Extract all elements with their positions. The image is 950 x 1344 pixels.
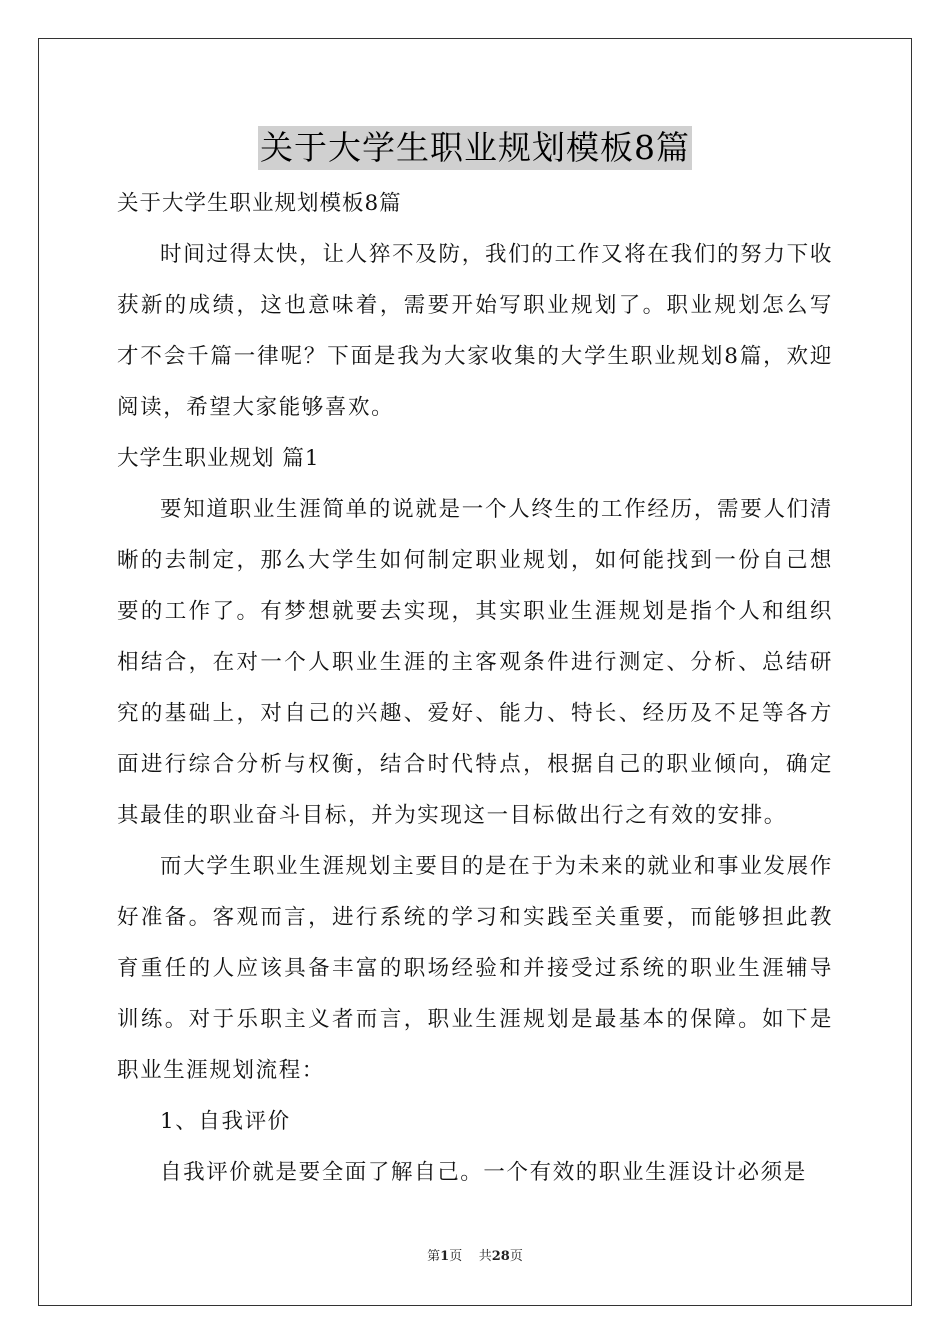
- section-heading-1: 大学生职业规划 篇1: [117, 446, 320, 471]
- paragraph-career-definition: 要知道职业生涯简单的说就是一个人终生的工作经历，需要人们清晰的去制定，那么大学生如何制定职业规划，如何能找到一份自己想要的工作了。有梦想就要去实现，其实职业生涯规划是指个人和组织相结合，在对一个人职业生涯的主客观条件进行测定、分析、总结研究的基础上，对自己的兴趣、爱好、能力、特长、经历及不足等各方面进行综合分析与权衡，结合时代特点，根据自己的职业倾向，确定其最佳的职业奋斗目标，并为实现这一目标做出行之有效的安排。: [117, 497, 833, 828]
- paragraph-subtitle: 关于大学生职业规划模板8篇: [117, 191, 402, 216]
- paragraph-intro: 时间过得太快，让人猝不及防，我们的工作又将在我们的努力下收获新的成绩，这也意味着，需要开始写职业规划了。职业规划怎么写才不会千篇一律呢？下面是我为大家收集的大学生职业规划8篇，欢迎阅读，希望大家能够喜欢。: [117, 242, 833, 420]
- footer-total-pages: 28: [491, 1249, 510, 1264]
- list-item-self-evaluation: 1、自我评价: [160, 1109, 291, 1134]
- document-body: [117, 178, 833, 1198]
- footer-total-unit: 页: [509, 1249, 523, 1264]
- paragraph-self-evaluation: 自我评价就是要全面了解自己。一个有效的职业生涯设计必须是: [160, 1160, 807, 1185]
- paragraph-career-purpose: 而大学生职业生涯规划主要目的是在于为未来的就业和事业发展作好准备。客观而言，进行系统的学习和实践至关重要，而能够担此教育重任的人应该具备丰富的职场经验和并接受过系统的职业生涯辅导训练。对于乐职主义者而言，职业生涯规划是最基本的保障。如下是职业生涯规划流程：: [117, 854, 833, 1083]
- title-container: [0, 126, 950, 170]
- footer-page-unit: 页: [449, 1249, 463, 1264]
- footer-page-number: 1: [440, 1249, 450, 1264]
- footer-total-prefix: 共: [478, 1249, 492, 1264]
- page-footer: [0, 1245, 950, 1264]
- document-title: 关于大学生职业规划模板8篇: [258, 126, 692, 170]
- footer-page-prefix: 第: [427, 1249, 441, 1264]
